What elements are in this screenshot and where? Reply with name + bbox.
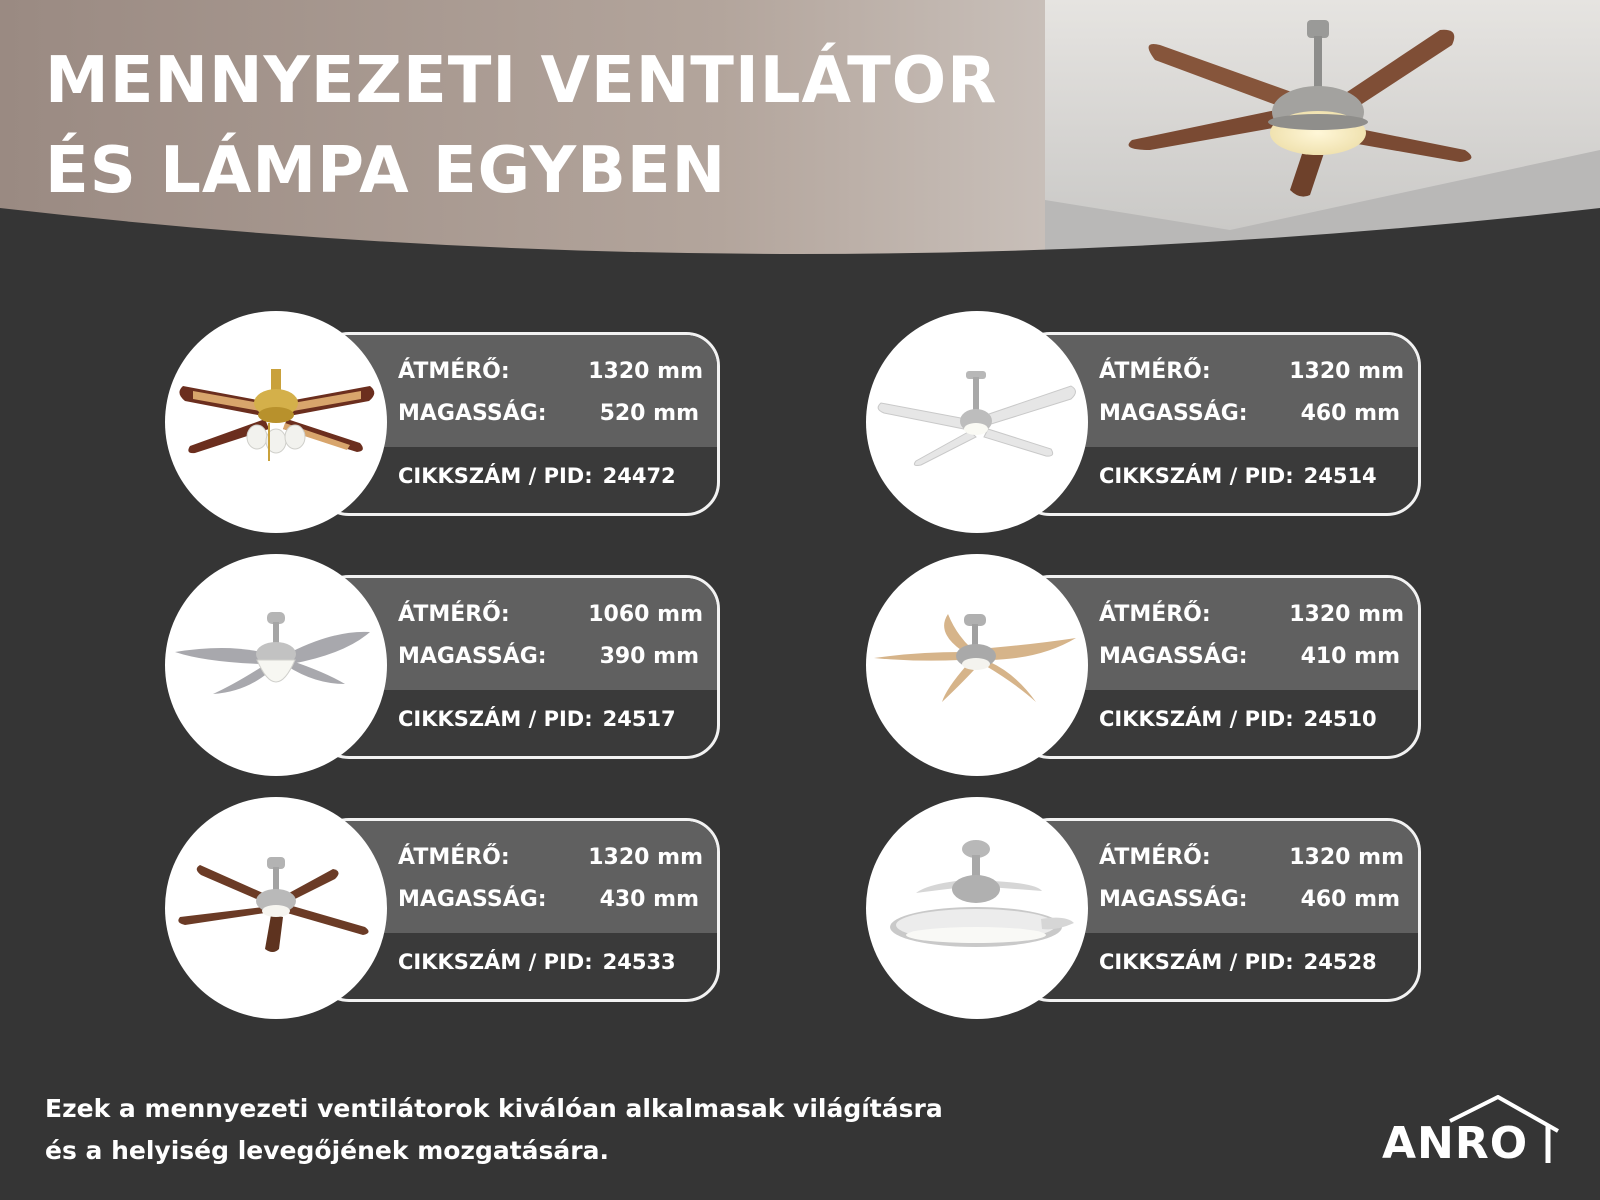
footer-description — [45, 1088, 943, 1172]
diameter-label: ÁTMÉRŐ: — [1099, 359, 1211, 384]
height-label: MAGASSÁG: — [398, 644, 547, 669]
height-value: 520 mm — [599, 401, 699, 426]
footer-line-2: és a helyiség levegőjének mozgatására. — [45, 1136, 610, 1165]
height-value: 390 mm — [599, 644, 699, 669]
product-image-circle — [165, 797, 387, 1019]
product-image-circle — [866, 797, 1088, 1019]
fan-image — [866, 797, 1088, 1019]
pid-value: 24510 — [1303, 707, 1377, 731]
brand-logo: ANRO — [1382, 1118, 1529, 1169]
pid-value: 24514 — [1303, 464, 1377, 488]
height-label: MAGASSÁG: — [398, 401, 547, 426]
pid-value: 24472 — [602, 464, 676, 488]
height-label: MAGASSÁG: — [1099, 644, 1248, 669]
fan-image — [165, 797, 387, 1019]
diameter-value: 1320 mm — [588, 359, 703, 384]
pid-label: CIKKSZÁM / PID: — [398, 950, 593, 974]
height-label: MAGASSÁG: — [398, 887, 547, 912]
height-label: MAGASSÁG: — [1099, 401, 1248, 426]
product-card-24472 — [165, 311, 735, 533]
diameter-value: 1320 mm — [1289, 602, 1404, 627]
product-image-circle — [165, 554, 387, 776]
diameter-label: ÁTMÉRŐ: — [398, 845, 510, 870]
pid-value: 24528 — [1303, 950, 1377, 974]
product-card-24533 — [165, 797, 735, 1019]
page-title — [45, 36, 997, 216]
height-value: 460 mm — [1300, 887, 1400, 912]
diameter-label: ÁTMÉRŐ: — [1099, 602, 1211, 627]
product-card-24528 — [866, 797, 1436, 1019]
diameter-label: ÁTMÉRŐ: — [398, 359, 510, 384]
hero-banner — [0, 0, 1600, 280]
pid-value: 24533 — [602, 950, 676, 974]
footer-line-1: Ezek a mennyezeti ventilátorok kiválóan alkalmasak világításra — [45, 1094, 943, 1123]
product-card-24514 — [866, 311, 1436, 533]
fan-image — [165, 554, 387, 776]
pid-label: CIKKSZÁM / PID: — [1099, 950, 1294, 974]
pid-label: CIKKSZÁM / PID: — [398, 464, 593, 488]
title-line-1: MENNYEZETI VENTILÁTOR — [45, 44, 998, 118]
product-image-circle — [866, 311, 1088, 533]
title-line-2: ÉS LÁMPA EGYBEN — [45, 134, 727, 208]
height-value: 460 mm — [1300, 401, 1400, 426]
diameter-value: 1320 mm — [1289, 359, 1404, 384]
diameter-value: 1060 mm — [588, 602, 703, 627]
height-value: 430 mm — [599, 887, 699, 912]
diameter-label: ÁTMÉRŐ: — [398, 602, 510, 627]
pid-label: CIKKSZÁM / PID: — [1099, 707, 1294, 731]
pid-label: CIKKSZÁM / PID: — [1099, 464, 1294, 488]
product-image-circle — [165, 311, 387, 533]
height-label: MAGASSÁG: — [1099, 887, 1248, 912]
diameter-label: ÁTMÉRŐ: — [1099, 845, 1211, 870]
product-image-circle — [866, 554, 1088, 776]
diameter-value: 1320 mm — [588, 845, 703, 870]
diameter-value: 1320 mm — [1289, 845, 1404, 870]
fan-image — [866, 311, 1088, 533]
pid-label: CIKKSZÁM / PID: — [398, 707, 593, 731]
fan-image — [165, 311, 387, 533]
fan-image — [866, 554, 1088, 776]
pid-value: 24517 — [602, 707, 676, 731]
height-value: 410 mm — [1300, 644, 1400, 669]
product-card-24510 — [866, 554, 1436, 776]
product-card-24517 — [165, 554, 735, 776]
